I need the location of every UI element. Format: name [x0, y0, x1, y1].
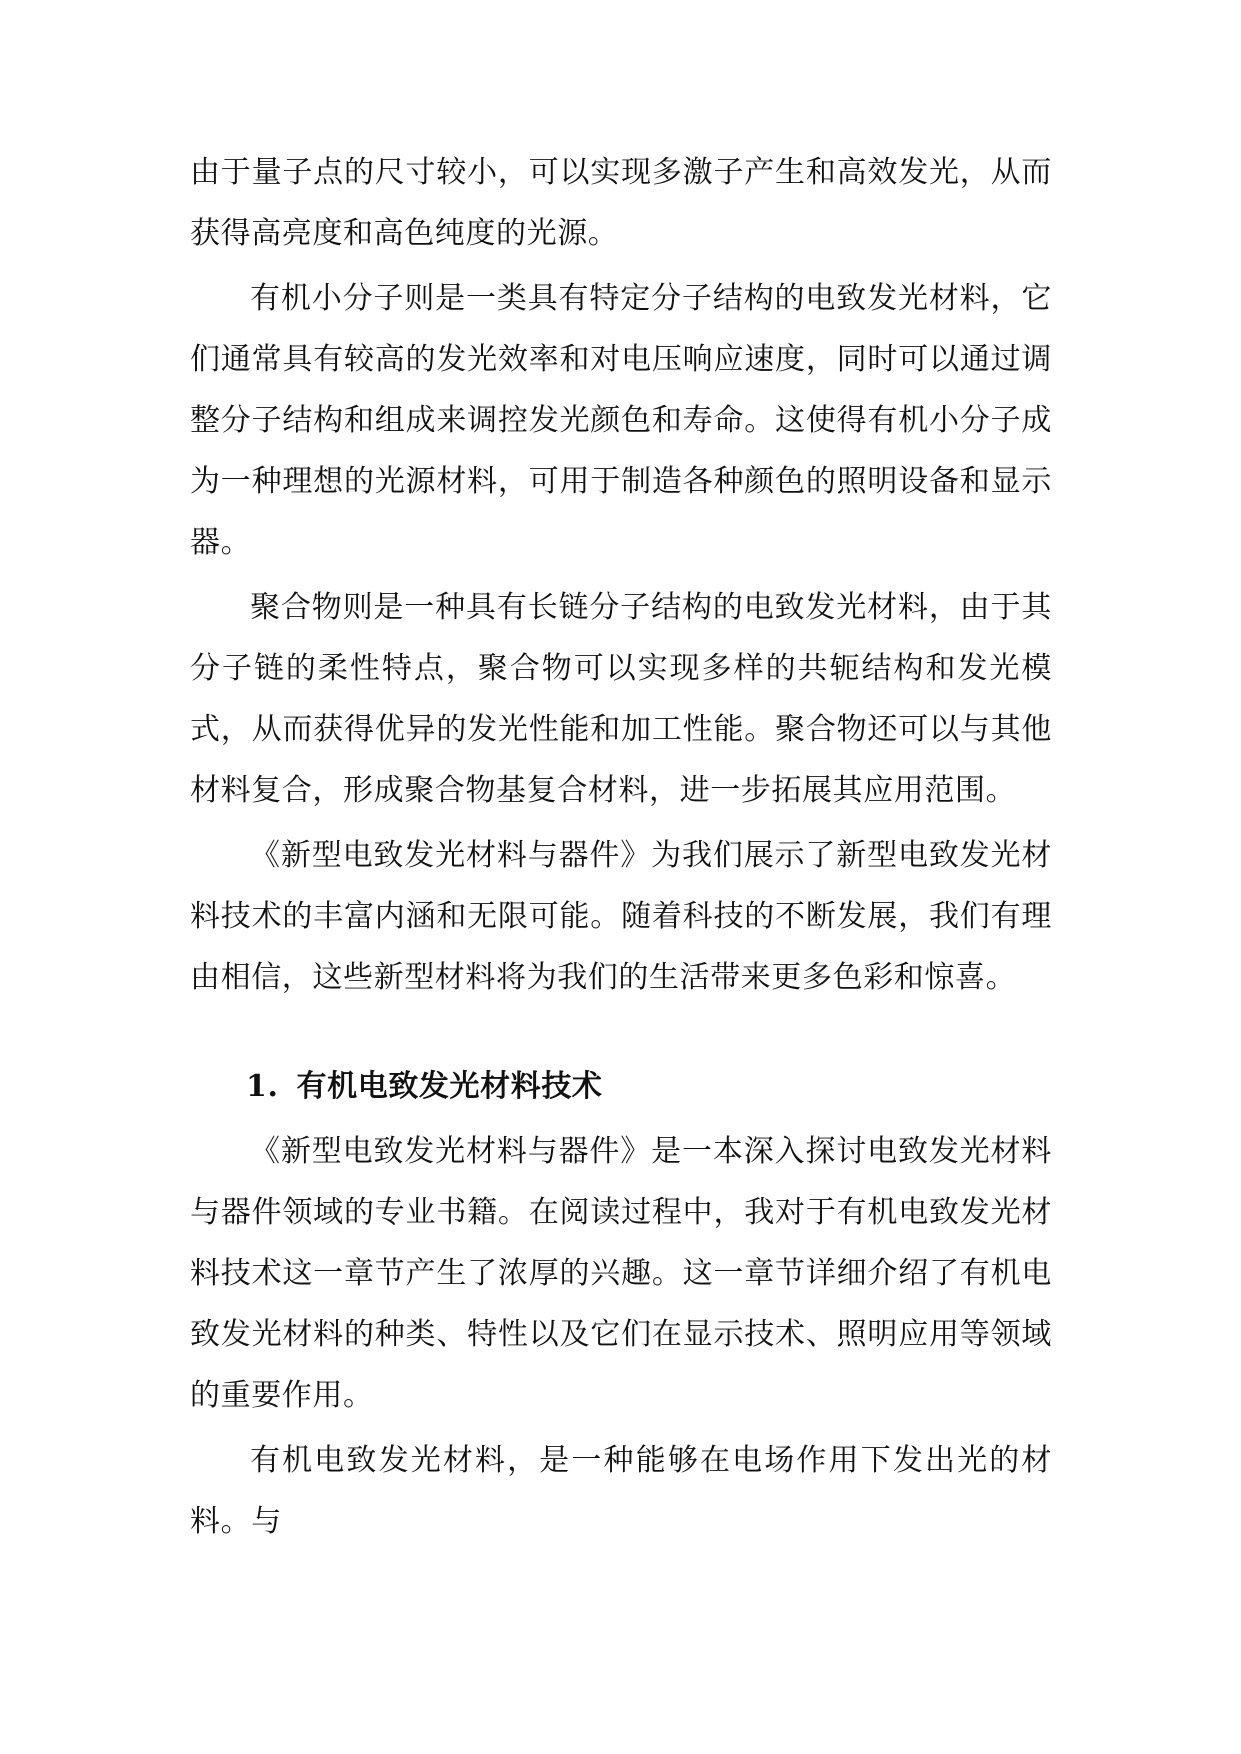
paragraph-continued: 由于量子点的尺寸较小，可以实现多激子产生和高效发光，从而获得高亮度和高色纯度的光源。: [190, 155, 1052, 251]
paragraph-definition: 有机电致发光材料，是一种能够在电场作用下发出光的材料。与: [190, 1443, 1052, 1539]
section-heading: [190, 1056, 1052, 1117]
document-body: [190, 142, 1052, 1552]
section-number: 1.: [246, 1069, 279, 1104]
paragraph-book-summary: 《新型电致发光材料与器件》为我们展示了新型电致发光材料技术的丰富内涵和无限可能。随着科技的不断发展，我们有理由相信，这些新型材料将为我们的生活带来更多色彩和惊喜。: [190, 838, 1052, 995]
paragraph-book-intro: 《新型电致发光材料与器件》是一本深入探讨电致发光材料与器件领域的专业书籍。在阅读过程中，我对于有机电致发光材料技术这一章节产生了浓厚的兴趣。这一章节详细介绍了有机电致发光材料的种类、特性以及它们在显示技术、照明应用等领域的重要作用。: [190, 1134, 1052, 1413]
paragraph-polymers: 聚合物则是一种具有长链分子结构的电致发光材料，由于其分子链的柔性特点，聚合物可以实现多样的共轭结构和发光模式，从而获得优异的发光性能和加工性能。聚合物还可以与其他材料复合，形成聚合物基复合材料，进一步拓展其应用范围。: [190, 590, 1052, 808]
section-title: 有机电致发光材料技术: [296, 1069, 603, 1104]
paragraph-organic-small-molecules: 有机小分子则是一类具有特定分子结构的电致发光材料，它们通常具有较高的发光效率和对电压响应速度，同时可以通过调整分子结构和组成来调控发光颜色和寿命。这使得有机小分子成为一种理想的光源材料，可用于制造各种颜色的照明设备和显示器。: [190, 281, 1052, 560]
